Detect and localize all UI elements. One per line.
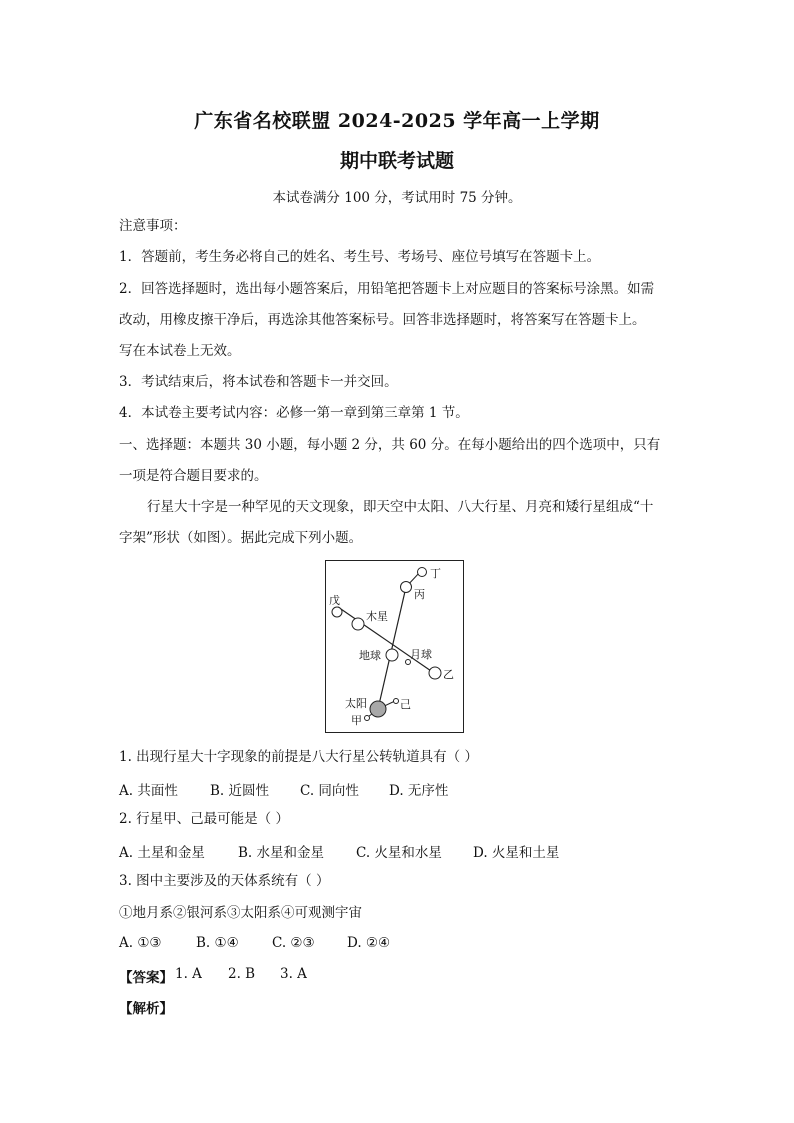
planet-cross-figure <box>325 560 464 733</box>
note-item-2-cont: 改动，用橡皮擦干净后，再选涂其他答案标号。回答非选择题时，将答案写在答题卡上。 <box>119 312 646 328</box>
label-bing: 丙 <box>414 588 425 601</box>
sun <box>370 701 386 717</box>
planet-earth <box>386 649 398 661</box>
label-jia: 甲 <box>351 714 362 727</box>
label-jupiter: 木星 <box>366 610 388 623</box>
notes-heading: 注意事项： <box>119 218 187 234</box>
question-1-stem: 1. 出现行星大十字现象的前提是八大行星公转轨道具有（ ） <box>119 749 478 765</box>
note-item-3: 3．考试结束后，将本试卷和答题卡一并交回。 <box>119 374 398 390</box>
q1-option-c: C. 同向性 <box>300 783 359 799</box>
section-heading-line1: 一、选择题：本题共 30 小题，每小题 2 分，共 60 分。在每小题给出的四个选项中，只有 <box>119 437 661 453</box>
label-ding: 丁 <box>430 567 441 580</box>
section-heading-line2: 一项是符合题目要求的。 <box>119 468 268 484</box>
exam-subtitle: 本试卷满分 100 分，考试用时 75 分钟。 <box>272 190 522 206</box>
planet-jia <box>365 716 370 721</box>
q1-option-a: A. 共面性 <box>119 783 178 799</box>
label-wu: 戊 <box>329 594 340 607</box>
q1-option-b: B. 近圆性 <box>210 783 270 799</box>
q3-option-d: D. ②④ <box>347 935 391 951</box>
q2-option-a: A. 土星和金星 <box>119 845 205 861</box>
answer-1: 1. A <box>175 966 202 982</box>
note-item-4: 4．本试卷主要考试内容：必修一第一章到第三章第 1 节。 <box>119 405 469 421</box>
exam-title-line1: 广东省名校联盟 2024-2025 学年高一上学期 <box>194 110 600 132</box>
planet-jupiter <box>352 618 364 630</box>
passage-line2: 字架”形状（如图）。据此完成下列小题。 <box>119 530 363 546</box>
answer-3: 3. A <box>280 966 307 982</box>
label-moon: 月球 <box>410 648 432 661</box>
answer-label: 【答案】 <box>119 970 173 986</box>
exam-title-line2: 期中联考试题 <box>339 150 454 172</box>
note-item-2-cont2: 写在本试卷上无效。 <box>119 343 241 359</box>
q3-option-a: A. ①③ <box>119 935 162 951</box>
label-ji: 己 <box>400 698 411 711</box>
planet-ji <box>394 699 399 704</box>
question-2-stem: 2. 行星甲、己最可能是（ ） <box>119 811 289 827</box>
planet-wu <box>332 607 342 617</box>
note-item-2: 2．回答选择题时，选出每小题答案后，用铅笔把答题卡上对应题目的答案标号涂黑。如需 <box>119 281 655 297</box>
question-3-stem: 3. 图中主要涉及的天体系统有（ ） <box>119 873 330 889</box>
note-item-1: 1．答题前，考生务必将自己的姓名、考生号、考场号、座位号填写在答题卡上。 <box>119 249 601 265</box>
label-sun: 太阳 <box>345 697 367 710</box>
q2-option-b: B. 水星和金星 <box>238 845 325 861</box>
q2-option-c: C. 火星和水星 <box>356 845 442 861</box>
passage-line1: 行星大十字是一种罕见的天文现象，即天空中太阳、八大行星、月亮和矮行星组成“十 <box>147 499 654 515</box>
planet-bing <box>401 582 412 593</box>
question-3-sub: ①地月系②银河系③太阳系④可观测宇宙 <box>119 905 362 921</box>
q3-option-b: B. ①④ <box>196 935 239 951</box>
planet-ding <box>418 568 427 577</box>
q1-option-d: D. 无序性 <box>389 783 449 799</box>
planet-yi <box>429 667 441 679</box>
q2-option-d: D. 火星和土星 <box>473 845 560 861</box>
label-yi: 乙 <box>443 668 454 681</box>
analysis-label: 【解析】 <box>119 1001 173 1017</box>
answer-2: 2. B <box>228 966 256 982</box>
label-earth: 地球 <box>359 649 381 662</box>
q3-option-c: C. ②③ <box>272 935 315 951</box>
